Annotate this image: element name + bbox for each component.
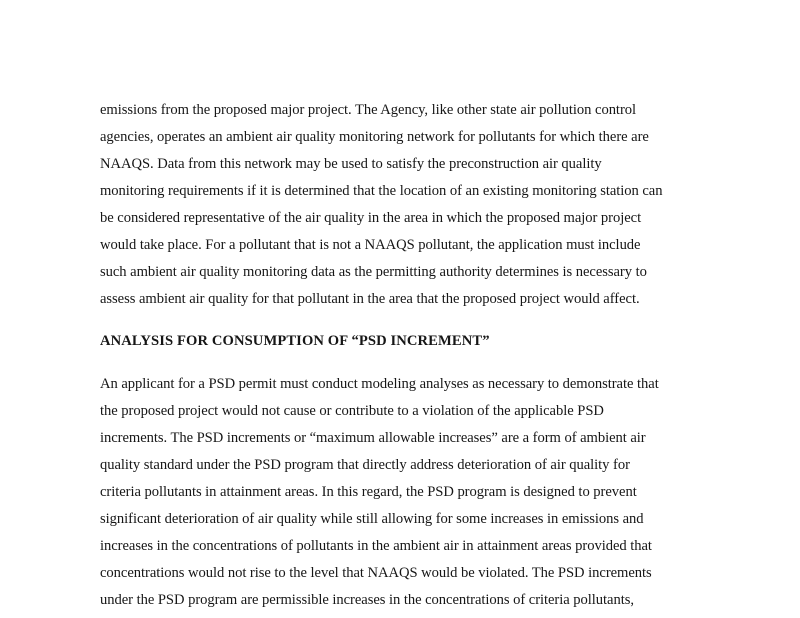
paragraph-2-line: significant deterioration of air quality while still allowing for some increases in emissions and — [100, 511, 644, 527]
paragraph-2-line: the proposed project would not cause or contribute to a violation of the applicable PSD — [100, 403, 604, 419]
paragraph-1-line: such ambient air quality monitoring data as the permitting authority determines is necessary to — [100, 264, 647, 280]
paragraph-2-line: under the PSD program are permissible increases in the concentrations of criteria pollutants, — [100, 592, 634, 608]
paragraph-1-line: monitoring requirements if it is determined that the location of an existing monitoring station can — [100, 183, 663, 199]
paragraph-1-line: be considered representative of the air quality in the area in which the proposed major project — [100, 210, 642, 226]
paragraph-2-line: criteria pollutants in attainment areas. In this regard, the PSD program is designed to prevent — [100, 484, 637, 500]
paragraph-2-line: quality standard under the PSD program that directly address deterioration of air quality for — [100, 457, 630, 473]
paragraph-2-line: increments. The PSD increments or “maximum allowable increases” are a form of ambient air — [100, 430, 646, 446]
section-heading: ANALYSIS FOR CONSUMPTION OF “PSD INCREMENT” — [100, 333, 490, 349]
paragraph-1-line: NAAQS. Data from this network may be used to satisfy the preconstruction air quality — [100, 156, 602, 172]
paragraph-1-line: would take place. For a pollutant that is not a NAAQS pollutant, the application must include — [100, 237, 641, 253]
paragraph-1-line: agencies, operates an ambient air quality monitoring network for pollutants for which there are — [100, 129, 649, 145]
paragraph-2-line: concentrations would not rise to the level that NAAQS would be violated. The PSD increments — [100, 565, 652, 581]
paragraph-1-line: emissions from the proposed major project. The Agency, like other state air pollution control — [100, 102, 637, 118]
paragraph-2-line: An applicant for a PSD permit must conduct modeling analyses as necessary to demonstrate that — [100, 376, 659, 392]
paragraph-1-line: assess ambient air quality for that pollutant in the area that the proposed project would affect. — [100, 291, 640, 307]
paragraph-2-line: increases in the concentrations of pollutants in the ambient air in attainment areas provided that — [100, 538, 652, 554]
